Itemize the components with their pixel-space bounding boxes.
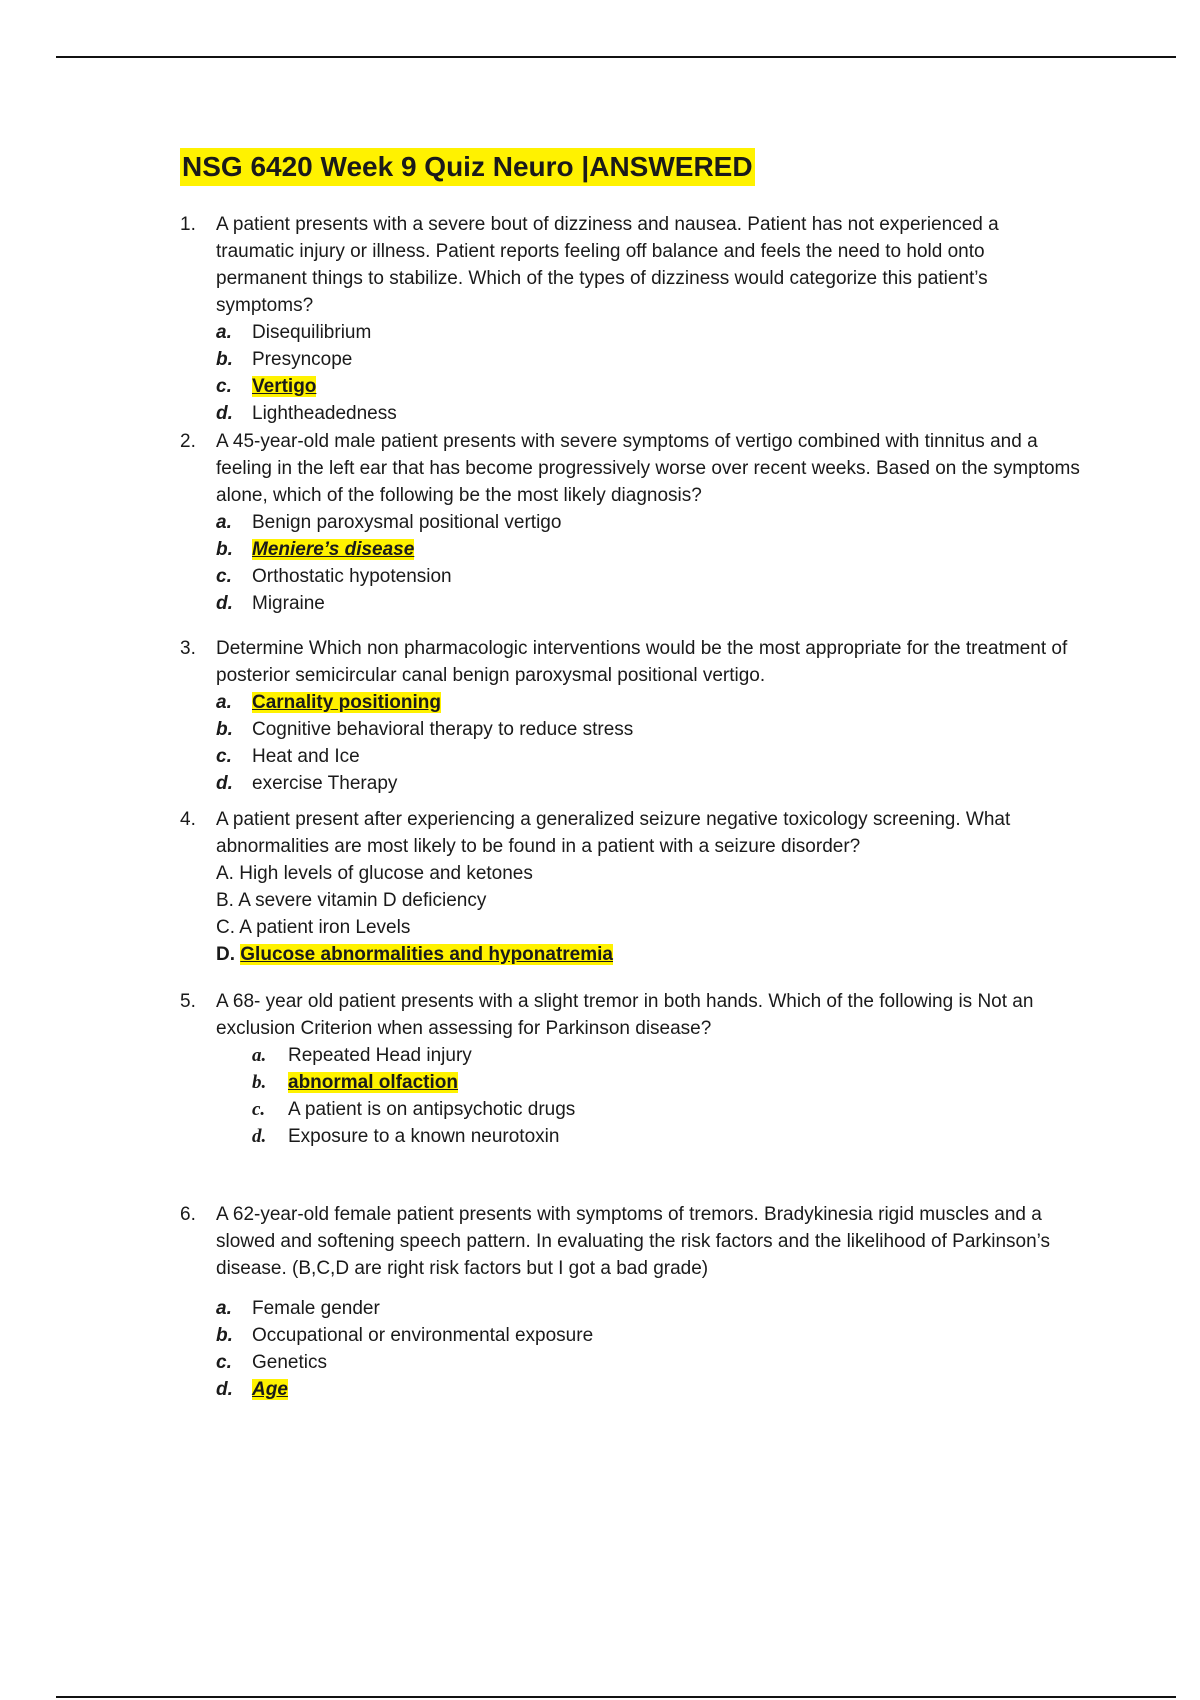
option-text: Female gender [252, 1298, 380, 1319]
option-letter: C. [216, 917, 235, 938]
option-letter: d. [216, 1379, 233, 1400]
option-a [216, 689, 1080, 716]
option-a [252, 1042, 1080, 1069]
correct-answer: Carnality positioning [252, 692, 441, 713]
option-letter: c. [216, 566, 232, 587]
option-letter: d. [216, 773, 233, 794]
option-text: High levels of glucose and ketones [239, 863, 533, 884]
correct-answer: abnormal olfaction [288, 1072, 458, 1093]
option-b [216, 716, 1080, 743]
option-letter: D. [216, 944, 235, 965]
question-text: A patient present after experiencing a generalized seizure negative toxicology screening. What abnormalities are most likely to be found in a patient with a seizure disorder? [216, 809, 1011, 857]
option-letter: a. [216, 322, 232, 343]
correct-answer: Vertigo [252, 376, 317, 397]
option-text: Lightheadedness [252, 403, 397, 424]
option-b [216, 346, 1080, 373]
correct-answer: Meniere’s disease [252, 539, 415, 560]
option-text: Orthostatic hypotension [252, 566, 452, 587]
option-letter: B. [216, 890, 234, 911]
option-text: Heat and Ice [252, 746, 360, 767]
question-text: Determine Which non pharmacologic interventions would be the most appropriate for the treatment of posterior semicircular canal benign paroxysmal positional vertigo. [216, 638, 1068, 686]
option-letter: b. [252, 1072, 267, 1093]
option-b [216, 536, 1080, 563]
option-letter: a. [216, 1298, 232, 1319]
option-d [216, 590, 1080, 617]
question-number: 3. [180, 638, 196, 659]
option-d [216, 400, 1080, 427]
option-text: A severe vitamin D deficiency [238, 890, 487, 911]
option-text: Occupational or environmental exposure [252, 1325, 594, 1346]
page-title: NSG 6420 Week 9 Quiz Neuro |ANSWERED [180, 148, 755, 186]
question-text: A 62-year-old female patient presents with symptoms of tremors. Bradykinesia rigid muscles and a slowed and softening speech pattern. In evaluating the risk factors and the likelihood of Parkinson’s disease. (B,C,D are right risk factors but I got a bad grade) [216, 1204, 1051, 1279]
question-2 [180, 428, 1080, 617]
option-text: Migraine [252, 593, 325, 614]
correct-answer: Age [252, 1379, 288, 1400]
option-text: A patient is on antipsychotic drugs [288, 1099, 576, 1120]
option-text: Repeated Head injury [288, 1045, 472, 1066]
option-text: A patient iron Levels [239, 917, 411, 938]
option-text: Presyncope [252, 349, 353, 370]
option-letter: a. [252, 1045, 267, 1066]
option-a [216, 860, 1080, 887]
option-letter: c. [216, 376, 232, 397]
option-letter: c. [216, 746, 232, 767]
question-5 [180, 988, 1080, 1150]
option-text: Cognitive behavioral therapy to reduce stress [252, 719, 634, 740]
option-b [252, 1069, 1080, 1096]
option-text: Exposure to a known neurotoxin [288, 1126, 560, 1147]
top-rule [56, 56, 1176, 58]
question-text: A patient presents with a severe bout of dizziness and nausea. Patient has not experienced a traumatic injury or illness. Patient reports feeling off balance and feels the need to hold onto permanent things to stabilize. Which of the types of dizziness would categorize this patient’s symptoms? [216, 214, 999, 316]
question-6 [180, 1201, 1080, 1403]
option-d [252, 1123, 1080, 1150]
option-d [216, 941, 1080, 968]
option-letter: c. [252, 1099, 266, 1120]
option-letter: d. [252, 1126, 267, 1147]
question-1 [180, 211, 1080, 427]
option-letter: a. [216, 692, 232, 713]
option-list [216, 689, 1080, 797]
question-4 [180, 806, 1080, 968]
option-a [216, 509, 1080, 536]
question-text: A 45-year-old male patient presents with severe symptoms of vertigo combined with tinnitus and a feeling in the left ear that has become progressively worse over recent weeks. Based on the symptoms alone, which of the following be the most likely diagnosis? [216, 431, 1080, 506]
option-letter: d. [216, 593, 233, 614]
option-d [216, 770, 1080, 797]
option-c [216, 1349, 1080, 1376]
question-3 [180, 635, 1080, 797]
option-text: Genetics [252, 1352, 327, 1373]
option-list [216, 319, 1080, 427]
correct-answer: Glucose abnormalities and hyponatremia [240, 944, 613, 965]
question-number: 1. [180, 214, 196, 235]
question-text: A 68- year old patient presents with a slight tremor in both hands. Which of the following is Not an exclusion Criterion when assessing for Parkinson disease? [216, 991, 1034, 1039]
question-number: 4. [180, 809, 196, 830]
option-text: exercise Therapy [252, 773, 398, 794]
option-c [216, 914, 1080, 941]
option-letter: c. [216, 1352, 232, 1373]
option-text: Disequilibrium [252, 322, 372, 343]
option-letter: b. [216, 1325, 233, 1346]
option-d [216, 1376, 1080, 1403]
option-text: Benign paroxysmal positional vertigo [252, 512, 562, 533]
bottom-rule [56, 1696, 1176, 1698]
option-letter: A. [216, 863, 234, 884]
option-letter: b. [216, 349, 233, 370]
option-letter: b. [216, 539, 233, 560]
option-a [216, 319, 1080, 346]
option-letter: d. [216, 403, 233, 424]
option-letter: b. [216, 719, 233, 740]
option-b [216, 887, 1080, 914]
option-c [252, 1096, 1080, 1123]
option-c [216, 373, 1080, 400]
question-number: 2. [180, 431, 196, 452]
option-c [216, 743, 1080, 770]
option-list [216, 860, 1080, 968]
option-letter: a. [216, 512, 232, 533]
option-c [216, 563, 1080, 590]
question-number: 6. [180, 1204, 196, 1225]
option-list [216, 1295, 1080, 1403]
option-list [216, 509, 1080, 617]
option-list [252, 1042, 1080, 1150]
question-number: 5. [180, 991, 196, 1012]
option-a [216, 1295, 1080, 1322]
option-b [216, 1322, 1080, 1349]
